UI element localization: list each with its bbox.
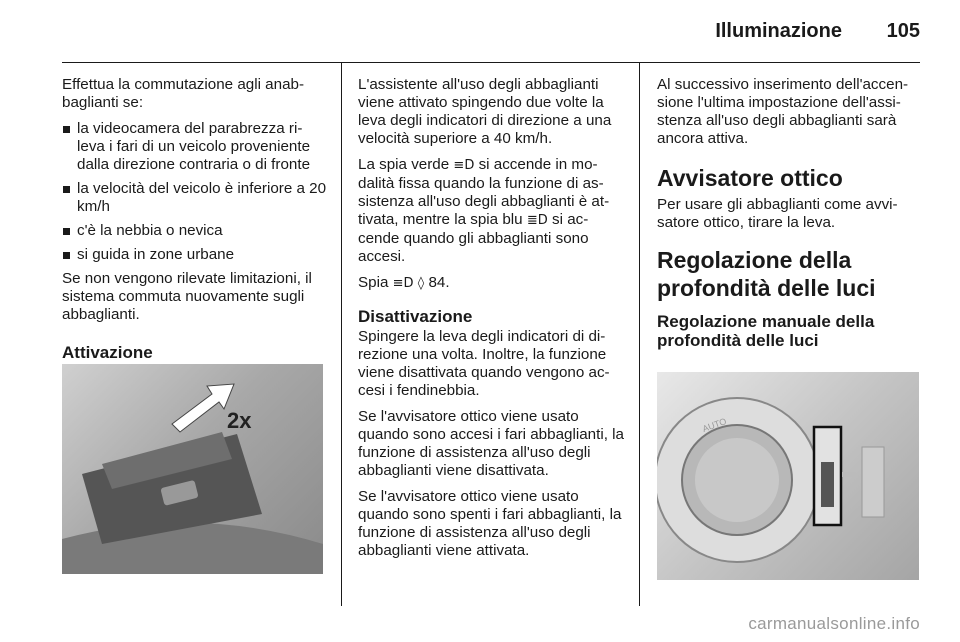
- lever-illustration: [62, 364, 323, 574]
- lever-figure: [62, 364, 323, 574]
- paragraph: Se l'avvisatore ottico viene usato quando sono spenti i fari abbaglianti, la funzione di assistenza all'uso degli abbaglianti viene attivata.: [358, 488, 622, 559]
- heading-regolazione-manuale: Regolazione manuale della profondità delle luci: [657, 312, 875, 350]
- column-2: [358, 76, 628, 568]
- light-switch-figure: [657, 372, 919, 580]
- paragraph: Spia ≡D ◊ 84.: [358, 274, 450, 291]
- column-3: [657, 76, 923, 350]
- column-divider: [341, 63, 342, 606]
- auto-label: AUTO: [701, 416, 728, 434]
- push-count-label: 2x: [227, 408, 252, 433]
- paragraph: Per usare gli abbaglianti come avvi-satore ottico, tirare la leva.: [657, 196, 898, 231]
- column-1: [62, 76, 330, 370]
- page-reference-icon: ◊: [417, 276, 425, 291]
- intro-text: Effettua la commutazione agli anab-baglianti se:: [62, 76, 305, 111]
- blue-indicator-icon: ≣D: [526, 213, 548, 228]
- green-indicator-icon: ≡D: [453, 158, 475, 173]
- green-indicator-icon: ≡D: [392, 276, 414, 291]
- list-item: la velocità del veicolo è inferiore a 20 km/h: [62, 180, 330, 216]
- section-title: Illuminazione: [715, 20, 842, 42]
- list-item: c'è la nebbia o nevica: [62, 222, 330, 240]
- paragraph: La spia verde ≡D si accende in mo-dalità fissa quando la funzione di as-sistenza all'uso degli abbaglianti è at-tivata, mentre la spia blu ≣D si ac-cende quando gli abbaglianti sono accesi.: [358, 156, 610, 265]
- paragraph: Al successivo inserimento dell'accen-sione l'ultima impostazione dell'assi-stenza all'uso degli abbaglianti sarà ancora attiva.: [657, 76, 909, 147]
- heading-disattivazione: Disattivazione: [358, 307, 473, 326]
- column-divider: [639, 63, 640, 606]
- paragraph: Se l'avvisatore ottico viene usato quando sono accesi i fari abbaglianti, la funzione di assistenza all'uso degli abbaglianti viene disattivata.: [358, 408, 624, 479]
- page-header: [62, 0, 920, 63]
- page-number: 105: [886, 20, 920, 42]
- paragraph: Se non vengono rilevate limitazioni, il sistema commuta nuovamente sugli abbaglianti.: [62, 270, 312, 323]
- light-switch-illustration: [657, 372, 919, 580]
- watermark: carmanualsonline.info: [748, 614, 920, 633]
- paragraph: Spingere la leva degli indicatori di di-rezione una volta. Inoltre, la funzione viene disattivata quando vengono ac-cesi i fendinebbia.: [358, 328, 610, 399]
- heading-regolazione: Regolazione della profondità delle luci: [657, 247, 876, 301]
- paragraph: L'assistente all'uso degli abbaglianti viene attivato spingendo due volte la leva degli indicatori di direzione a una velocità superiore a 40 km/h.: [358, 76, 612, 147]
- conditions-list: [62, 120, 330, 264]
- heading-avvisatore-ottico: Avvisatore ottico: [657, 165, 843, 191]
- heading-attivazione: Attivazione: [62, 343, 153, 362]
- list-item: la videocamera del parabrezza ri-leva i fari di un veicolo proveniente dalla direzione contraria o di fronte: [62, 120, 330, 174]
- list-item: si guida in zone urbane: [62, 246, 330, 264]
